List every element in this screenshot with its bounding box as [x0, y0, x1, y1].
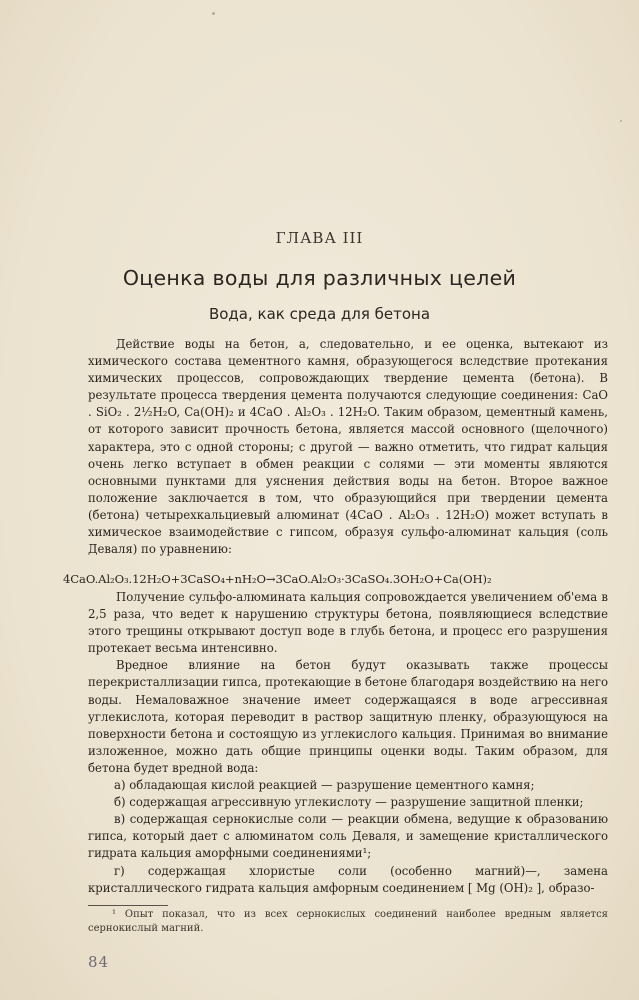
paper-speck [212, 12, 215, 15]
list-item: г) содержащая хлористые соли (особенно магний)—, замена кристаллического гидрата кальция амфорным соединением [ Mg (OH)₂ ], образо- [88, 863, 608, 895]
body-text-continued [88, 589, 608, 897]
paragraph: Действие воды на бетон, а, следовательно, и ее оценка, вытекают из химического состава цементного камня, образующегося вследствие протекания химических процессов, сопровождающих твердение цемента (бетона). В результате процесса твердения цемента получаются следующие соединения: CaO . SiO₂ . 2½H₂O, Ca(OH)₂ и 4CaO . Al₂O₃ . 12H₂O. Таким образом, цементный камень, от которого зависит прочность бетона, является массой основного (щелочного) характера, это с одной стороны; с другой — важно отметить, что гидрат кальция очень легко вступает в обмен реакции с солями — эти моменты являются основными пунктами для уяснения действия воды на бетон. Второе важное положение заключается в том, что образующийся при твердении цемента (бетона) четырехкальциевый алюминат (4CaO . Al₂O₃ . 12H₂O) может вступать в химическое взаимодействие с гипсом, образуя сульфо-алюминат кальция (соль Деваля) по уравнению: [88, 337, 608, 557]
footnote [88, 908, 608, 935]
paragraph: Получение сульфо-алюмината кальция сопровождается увеличением об'ема в 2,5 раза, что ведет к нарушению структуры бетона, появляющиеся вследствие этого трещины открывают доступ воде в глубь бетона, и процесс его разрушения протекает весьма интенсивно. [88, 590, 608, 656]
body-text [88, 336, 608, 558]
paper-speck [620, 120, 622, 122]
footnote-rule [88, 905, 168, 906]
section-title: Вода, как среда для бетона [208, 305, 431, 323]
list-item: б) содержащая агрессивную углекислоту — разрушение защитной пленки; [114, 795, 584, 810]
list-item: в) содержащая сернокислые соли — реакции обмена, ведущие к образованию гипса, который дает с алюминатом соль Деваля, и замещение кристаллического гидрата кальция аморфными соединениями¹; [88, 812, 608, 861]
chemical-equation: 4CaO.Al₂O₃.12H₂O+3CaSO₄+nH₂O→3CaO.Al₂O₃·3CaSO₄.3OH₂O+Ca(OH)₂ [63, 572, 492, 586]
page-number: 84 [88, 953, 110, 971]
paragraph: Вредное влияние на бетон будут оказывать также процессы перекристаллизации гипса, протекающие в бетоне благодаря воздействию на него воды. Немаловажное значение имеет содержащаяся в воде агрессивная углекислота, которая переводит в раствор защитную пленку, образующуюся на поверхности бетона и состоящую из углекислого кальция. Принимая во внимание изложенное, можно дать общие принципы оценки воды. Таким образом, для бетона будет вредной вода: [88, 658, 608, 775]
list-item: а) обладающая кислой реакцией — разрушение цементного камня; [114, 778, 535, 793]
chapter-title: Оценка воды для различных целей [122, 266, 517, 290]
footnote-text: ¹ Опыт показал, что из всех сернокислых соединений наиболее вредным является сернокислый магний. [88, 909, 608, 934]
chapter-heading: ГЛАВА III [275, 229, 364, 247]
